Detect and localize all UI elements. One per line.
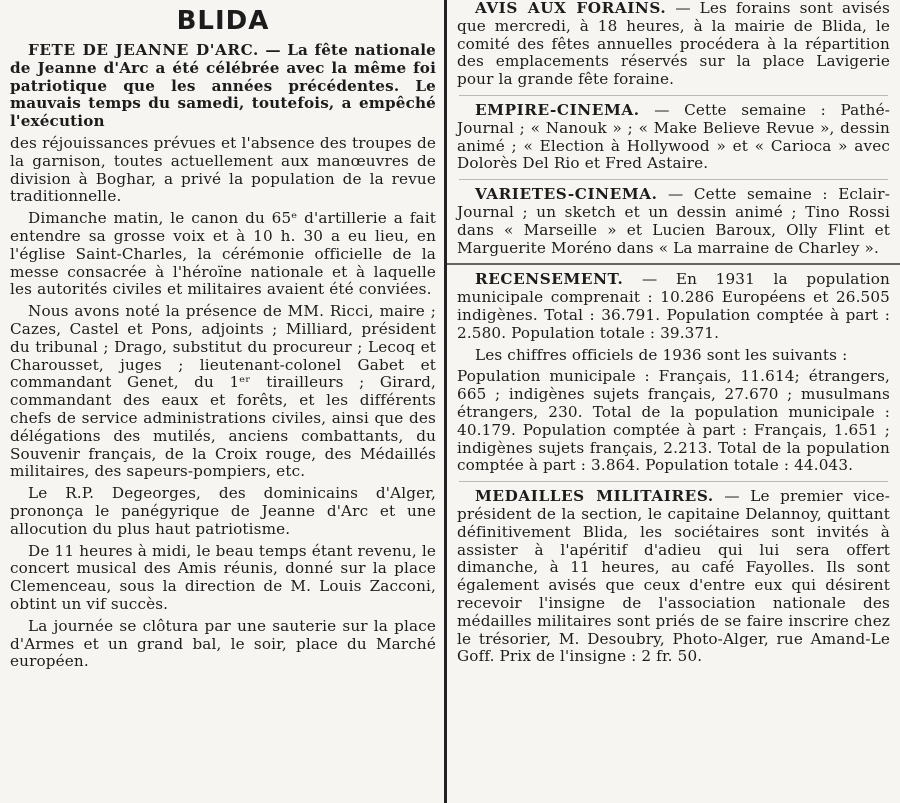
notice-separator — [459, 95, 888, 96]
recensement-paragraph: Population municipale : Français, 11.614; étrangers, 665 ; indigènes sujets français, 27.670 ; musulmans étrangers, 230. Total de la population municipale : 40.179. Population comptée à part : Français, 1.651 ; indigènes sujets français, 2.213. Total de la population comptée à part : 3.864. Population totale : 44.043. — [457, 367, 890, 475]
section-rule — [447, 263, 900, 265]
recensement-paragraph: Les chiffres officiels de 1936 sont les suivants : — [475, 345, 848, 364]
empire-heading: EMPIRE-CINEMA. — [475, 100, 640, 119]
notice-separator — [459, 179, 888, 180]
article-paragraph: Le R.P. Degeorges, des dominicains d'Alger, prononça le panégyrique de Jeanne d'Arc et une allocution du plus haut patriotisme. — [10, 484, 436, 538]
left-column — [0, 0, 446, 803]
empire-notice — [447, 102, 900, 173]
right-column — [447, 0, 900, 803]
fete-lead-paragraph — [0, 42, 446, 131]
article-paragraph: La journée se clôtura par une sauterie sur la place d'Armes et un grand bal, le soir, place du Marché européen. — [10, 616, 436, 671]
city-title: BLIDA — [176, 6, 270, 36]
medailles-text: — Le premier vice-président de la section, le capitaine Delannoy, quittant définitivement Blida, les sociétaires sont invités à assister à l'apéritif d'adieu qui lui sera offert dimanche, à 11 heures, au café Fayolles. Ils sont également avisés que ceux d'entre eux qui désirent recevoir l'insigne de l'association nationale des médailles militaires sont priés de se faire inscrire chez le trésorier, M. Desoubry, Photo-Alger, rue Amand-Le Goff. Prix de l'insigne : 2 fr. 50. — [457, 487, 891, 666]
notice-separator — [459, 481, 888, 482]
varietes-heading: VARIETES-CINEMA. — [475, 185, 658, 204]
forains-heading: AVIS AUX FORAINS. — [475, 0, 667, 17]
fete-lead-text: — La fête nationale de Jeanne d'Arc a été célébrée avec la même foi patriotique que les années précédentes. Le mauvais temps du samedi, toutefois, a empêché l'exécution — [10, 41, 436, 131]
varietes-text: — Cette semaine : Eclair-Journal ; un sketch et un dessin animé ; Tino Rossi dans « Marseille » et Lucien Baroux, Olly Flint et Marguerite Moréno dans « La marraine de Charley ». — [457, 185, 890, 257]
empire-text: — Cette semaine : Pathé-Journal ; « Nanouk » ; « Make Believe Revue », dessin animé ; « Election à Hollywood » et « Carioca » avec Dolorès Del Rio et Fred Astaire. — [457, 100, 890, 173]
article-paragraph: De 11 heures à midi, le beau temps étant revenu, le concert musical des Amis réunis, donné sur la place Clemenceau, sous la direction de M. Louis Zacconi, obtint un vif succès. — [10, 541, 436, 613]
article-paragraph: Dimanche matin, le canon du 65ᵉ d'artillerie a fait entendre sa grosse voix et à 10 h. 30 a eu lieu, en l'église Saint-Charles, la cérémonie officielle de la messe consacrée à l'héroïne nationale et à laquelle les autorités civiles et militaires avaient été conviées. — [10, 209, 436, 299]
recensement-text: — En 1931 la population municipale comprenait : 10.286 Européens et 26.505 indigènes. Total : 36.791. Population comptée à part : 2.580. Population totale : 39.371. — [457, 270, 890, 342]
fete-heading: FETE DE JEANNE D'ARC. — [28, 41, 259, 59]
recensement-heading: RECENSEMENT. — [475, 270, 624, 289]
medailles-notice — [447, 488, 900, 666]
forains-text: — Les forains sont avisés que mercredi, à 18 heures, à la mairie de Blida, le comité des fêtes annuelles procédera à la répartition des emplacements réservés sur la place Lavigerie pour la grande fête foraine. — [457, 0, 890, 89]
medailles-heading: MEDAILLES MILITAIRES. — [475, 487, 714, 506]
recensement-notice — [447, 271, 900, 342]
article-paragraph: Nous avons noté la présence de MM. Ricci, maire ; Cazes, Castel et Pons, adjoints ; Milliard, président du tribunal ; Drago, substitut du procureur ; Lecoq et Charousset, juges ; lieutenant-colonel Gabet et commandant Genet, du 1ᵉʳ tirailleurs ; Girard, commandant des eaux et forêts, et les différents chefs de service administrations civiles, ainsi que des délégations des mutilés, anciens combattants, du Souvenir français, de la Croix rouge, des Médaillés militaires, des sapeurs-pompiers, etc. — [10, 302, 436, 481]
forains-notice — [447, 0, 900, 89]
article-paragraph: des réjouissances prévues et l'absence des troupes de la garnison, toutes actuellement aux manœuvres de division à Boghar, a privé la population de la revue traditionnelle. — [10, 133, 436, 206]
varietes-notice — [447, 186, 900, 257]
